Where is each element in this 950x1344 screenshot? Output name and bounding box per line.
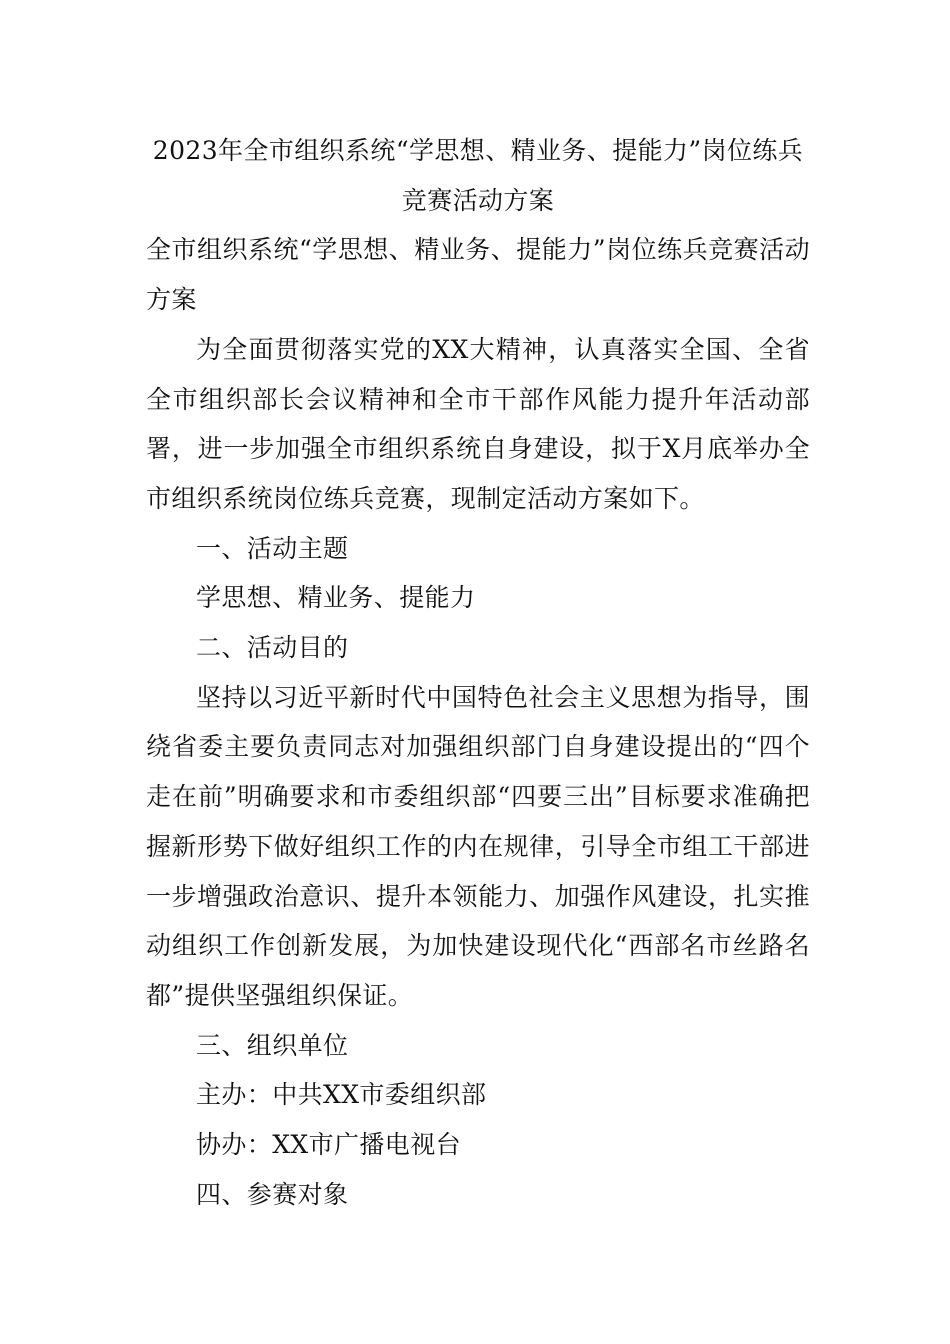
section-heading-organizers: 三、组织单位 (196, 1030, 349, 1060)
document-content (146, 126, 810, 1219)
organizer-cohost: 协办：XX市广播电视台 (196, 1130, 461, 1160)
section-body-purpose: 坚持以习近平新时代中国特色社会主义思想为指导，围绕省委主要负责同志对加强组织部门自身建设提出的“四个走在前”明确要求和市委组织部“四要三出”目标要求准确把握新形势下做好组织工作的内在规律，引导全市组工干部进一步增强政治意识、提升本领能力、加强作风建设，扎实推动组织工作创新发展，为加快建设现代化“西部名市丝路名都”提供坚强组织保证。 (146, 682, 810, 1010)
organizer-host: 主办：中共XX市委组织部 (196, 1080, 487, 1110)
section-heading-theme: 一、活动主题 (196, 533, 349, 563)
section-body-theme: 学思想、精业务、提能力 (196, 583, 476, 613)
intro-paragraph: 为全面贯彻落实党的XX大精神，认真落实全国、全省全市组织部长会议精神和全市干部作风能力提升年活动部署，进一步加强全市组织系统自身建设，拟于X月底举办全市组织系统岗位练兵竞赛，现制定活动方案如下。 (146, 334, 810, 513)
section-heading-participants: 四、参赛对象 (196, 1179, 349, 1209)
document-title: 2023年全市组织系统“学思想、精业务、提能力”岗位练兵竞赛活动方案 (152, 136, 804, 215)
document-subtitle: 全市组织系统“学思想、精业务、提能力”岗位练兵竞赛活动方案 (146, 235, 810, 315)
section-heading-purpose: 二、活动目的 (196, 633, 349, 663)
